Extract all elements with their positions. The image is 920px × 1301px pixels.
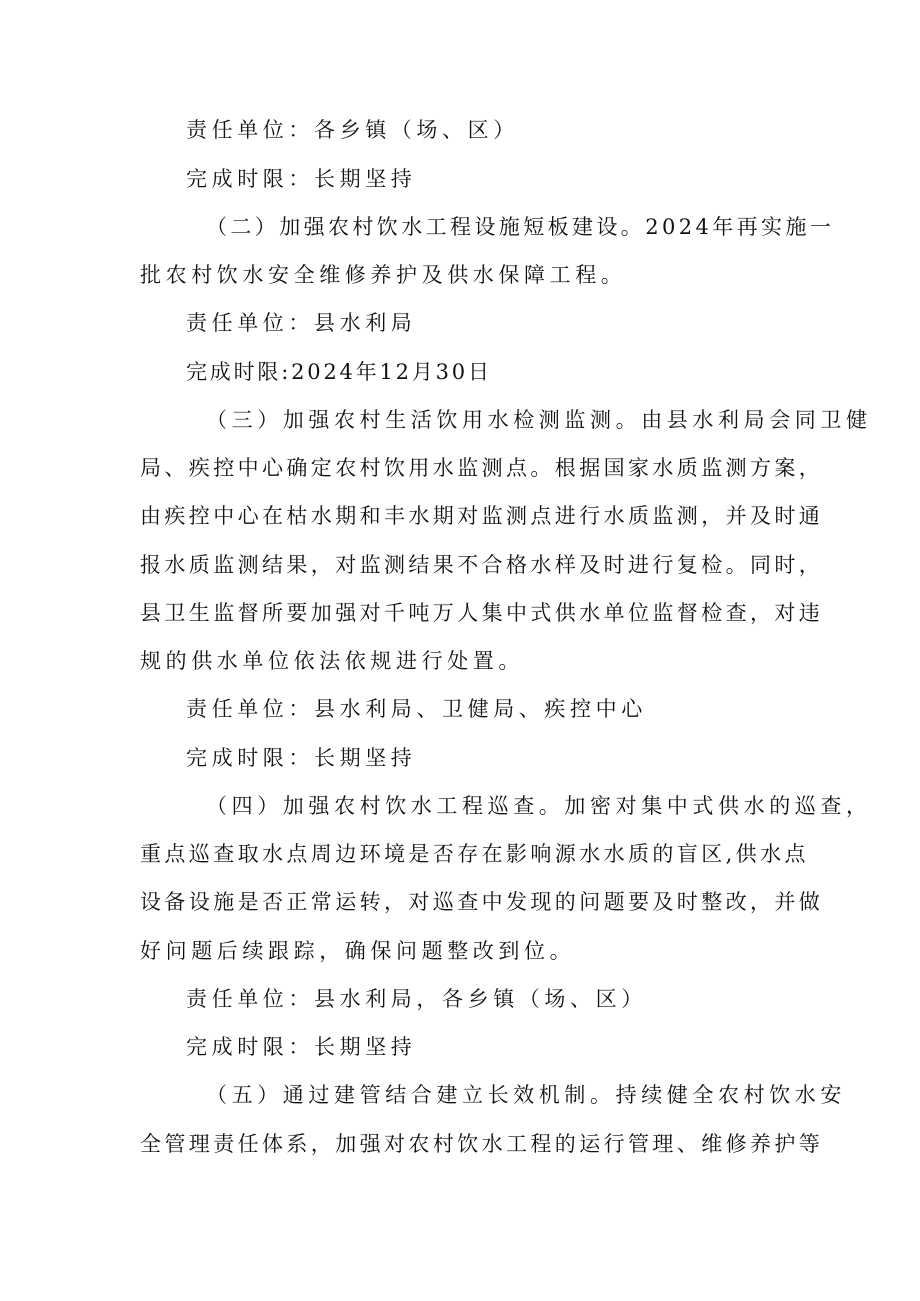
paragraph-line: （五）通过建管结合建立长效机制。持续健全农村饮水安 bbox=[206, 1083, 846, 1107]
paragraph-line: 全管理责任体系，加强对农村饮水工程的运行管理、维修养护等 bbox=[140, 1132, 824, 1156]
paragraph-line: （二）加强农村饮水工程设施短板建设。2024年再实施一 bbox=[206, 215, 835, 239]
paragraph-line: 规的供水单位依法依规进行处置。 bbox=[140, 649, 524, 673]
paragraph-line: 责任单位：县水利局，各乡镇（场、区） bbox=[186, 987, 647, 1011]
paragraph-line: 好问题后续跟踪，确保问题整改到位。 bbox=[140, 939, 576, 963]
paragraph-line: 完成时限：长期坚持 bbox=[186, 746, 417, 770]
paragraph-line: 由疾控中心在枯水期和丰水期对监测点进行水质监测，并及时通 bbox=[140, 504, 824, 528]
paragraph-line: 设备设施是否正常运转，对巡查中发现的问题要及时整改，并做 bbox=[140, 890, 824, 914]
paragraph-line: （四）加强农村饮水工程巡查。加密对集中式供水的巡查， bbox=[206, 794, 872, 818]
paragraph-line: 批农村饮水安全维修养护及供水保障工程。 bbox=[140, 263, 627, 287]
paragraph-line: 完成时限:2024年12月30日 bbox=[186, 360, 492, 384]
paragraph-line: 报水质监测结果，对监测结果不合格水样及时进行复检。同时， bbox=[140, 553, 824, 577]
paragraph-line: 完成时限：长期坚持 bbox=[186, 1035, 417, 1059]
paragraph-line: 重点巡查取水点周边环境是否存在影响源水水质的盲区,供水点 bbox=[140, 842, 809, 866]
paragraph-line: 责任单位：县水利局、卫健局、疾控中心 bbox=[186, 697, 647, 721]
paragraph-line: 局、疾控中心确定农村饮用水监测点。根据国家水质监测方案， bbox=[140, 456, 824, 480]
paragraph-line: 完成时限：长期坚持 bbox=[186, 167, 417, 191]
paragraph-line: 责任单位：各乡镇（场、区） bbox=[186, 118, 519, 142]
paragraph-line: （三）加强农村生活饮用水检测监测。由县水利局会同卫健 bbox=[206, 408, 872, 432]
paragraph-line: 县卫生监督所要加强对千吨万人集中式供水单位监督检查，对违 bbox=[140, 601, 824, 625]
paragraph-line: 责任单位：县水利局 bbox=[186, 311, 417, 335]
